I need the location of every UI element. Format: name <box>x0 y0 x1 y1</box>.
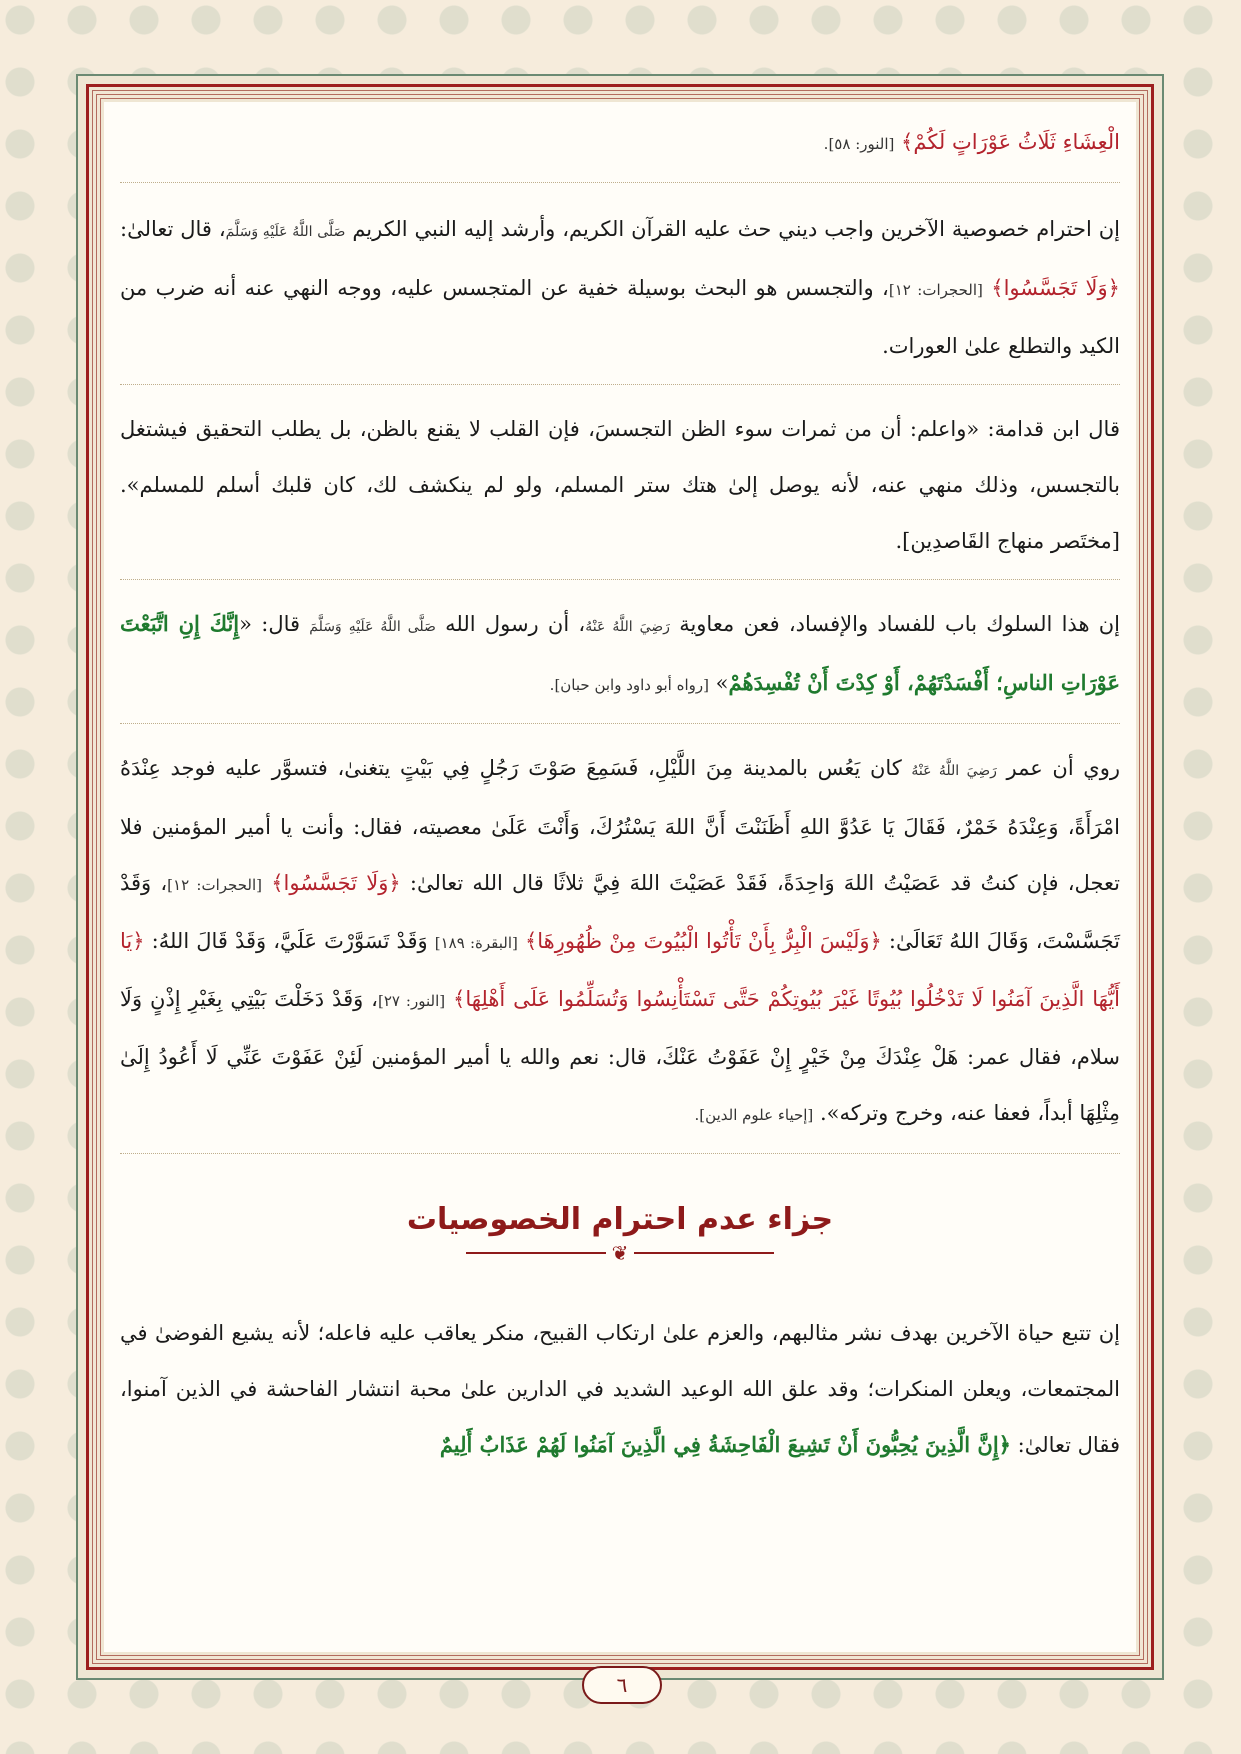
page-content <box>104 102 1136 1652</box>
verse-reference: [الحجرات: ١٢] <box>167 876 263 894</box>
body-text: إن احترام خصوصية الآخرين واجب ديني حث عليه القرآن الكريم، وأرشد إليه النبي الكريم <box>352 217 1120 241</box>
divider-ornament-icon: ❦ <box>611 1241 629 1265</box>
body-text: قال: « <box>239 612 310 636</box>
quran-verse: ﴿وَلَيْسَ الْبِرُّ بِأَنْ تَأْتُوا الْبُيُوتَ مِنْ ظُهُورِهَا﴾ <box>524 929 882 953</box>
body-text: روي أن عمر <box>996 756 1120 780</box>
hadith-reference: [رواه أبو داود وابن حبان]. <box>549 676 709 694</box>
quran-verse: ﴿وَلَا تَجَسَّسُوا﴾ <box>271 871 401 895</box>
body-text: ، والتجسس هو البحث بوسيلة خفية عن المتجسس عليه، ووجه النهي عنه أنه ضرب من الكيد والتطلع علىٰ العورات. <box>120 276 1120 358</box>
body-text: ، وَقَدْ دَخَلْتَ بَيْتِي بِغَيْرِ إِذْنٍ وَلَا سلام، فقال عمر: هَلْ عِنْدَكَ مِنْ خَيْرٍ إِنْ عَفَوْتُ عَنْكَ، قال: نعم والله يا أمير المؤمنين لَئِنْ عَفَوْتَ عَنِّي لَا أَعُودُ إِلَىٰ مِثْلِهَا أبداً، فعفا عنه، وخرج وتركه». <box>120 987 1120 1125</box>
quran-verse: ﴿يَا أَيُّهَا الَّذِينَ آمَنُوا لَا تَدْخُلُوا بُيُوتًا غَيْرَ بُيُوتِكُمْ حَتَّى تَسْتَأْنِسُوا وَتُسَلِّمُوا عَلَى أَهْلِهَا﴾ <box>120 929 1120 1011</box>
paragraph-umar-story <box>120 740 1120 1154</box>
verse-reference: [البقرة: ١٨٩] <box>434 934 518 952</box>
quran-verse: ﴿وَلَا تَجَسَّسُوا﴾ <box>991 276 1120 300</box>
paragraph-ibn-qudamah <box>120 401 1120 580</box>
body-text: كان يَعُس بالمدينة مِنَ اللَّيْلِ، فَسَمِعَ صَوْتَ رَجُلٍ فِي بَيْتٍ يتغنىٰ، فتسوَّر عليه فوجد عِنْدَهُ امْرَأَةً، وَعِنْدَهُ خَمْرٌ، فَقَالَ يَا عَدُوَّ اللهِ أَظَنَنْتَ أَنَّ اللهَ يَسْتُرُكَ، وَأَنْتَ عَلَىٰ معصيته، فقال: وأنت يا أمير المؤمنين فلا تعجل، فإن كنتُ قد عَصَيْتُ اللهَ وَاحِدَةً، فَقَدْ عَصَيْتَ اللهَ فِيَّ ثلاثًا قال الله تعالىٰ: <box>120 756 1120 895</box>
divider-line <box>634 1252 774 1254</box>
body-text: ، قال تعالىٰ: <box>120 217 226 241</box>
paragraph-muawiyah-hadith <box>120 596 1120 724</box>
honorific: رَضِيَ اللَّهُ عَنْهُ <box>911 763 997 779</box>
body-text: ، وَقَدْ تَجَسَّسْتَ، وَقَالَ اللهُ تَعَالَىٰ: <box>120 871 1120 953</box>
body-text: إن تتبع حياة الآخرين بهدف نشر مثالبهم، والعزم علىٰ ارتكاب القبيح، منكر يعاقب عليه فاعله؛ لأنه يشيع الفوضىٰ في المجتمعات، ويعلن المنكرات؛ وقد علق الله الوعيد الشديد في الدارين علىٰ محبة انتشار الفاحشة في الذين آمنوا، فقال تعالىٰ: <box>120 1321 1121 1457</box>
hadith-text: إِنَّكَ إِنِ اتَّبَعْتَ عَوْرَاتِ الناسِ؛ أَفْسَدْتَهُمْ، أَوْ كِدْتَ أَنْ تُفْسِدَهُمْ <box>120 611 1120 695</box>
title-divider <box>120 1241 1120 1265</box>
verse-reference: [الحجرات: ١٢] <box>888 281 983 299</box>
paragraph-verse-continuation <box>120 114 1120 183</box>
honorific: رَضِيَ اللَّهُ عَنْهُ <box>585 619 670 635</box>
honorific: صَلَّى اللَّهُ عَلَيْهِ وَسَلَّمَ <box>225 224 346 240</box>
body-text: ، أن رسول الله <box>435 612 586 636</box>
body-text: وَقَدْ تَسَوَّرْتَ عَلَيَّ، وَقَدْ قَالَ اللهُ: <box>144 929 435 953</box>
divider-line <box>466 1252 606 1254</box>
paragraph-privacy-duty <box>120 201 1120 385</box>
verse-reference: [النور: ٥٨]. <box>823 135 895 153</box>
source-reference: [إحياء علوم الدين]. <box>694 1106 814 1124</box>
honorific: صَلَّى اللَّهُ عَلَيْهِ وَسَلَّمَ <box>309 619 436 635</box>
body-text: إن هذا السلوك باب للفساد والإفساد، فعن معاوية <box>669 612 1121 636</box>
quran-verse: ﴿إِنَّ الَّذِينَ يُحِبُّونَ أَنْ تَشِيعَ الْفَاحِشَةُ فِي الَّذِينَ آمَنُوا لَهُمْ عَذَابٌ أَلِيمٌ <box>439 1432 1011 1457</box>
body-text: قال ابن قدامة: «واعلم: أن من ثمرات سوء الظن التجسسَ، فإن القلب لا يقنع بالظن، بل يطلب التحقيق فيشتغل بالتجسس، وذلك منهي عنه، لأنه يوصل إلىٰ هتك ستر المسلم، ولو لم ينكشف لك، كان قلبك أسلم للمسلم». [مختَصر منهاج القَاصدِين]. <box>120 417 1120 553</box>
body-text: » <box>708 671 729 695</box>
paragraph-punishment <box>120 1305 1120 1483</box>
page-number: ٦ <box>582 1666 662 1704</box>
verse-reference: [النور: ٢٧] <box>377 992 446 1010</box>
quran-verse: الْعِشَاءِ ثَلَاثُ عَوْرَاتٍ لَكُمْ﴾ <box>901 130 1120 154</box>
section-title: جزاء عدم احترام الخصوصيات <box>406 1202 834 1237</box>
